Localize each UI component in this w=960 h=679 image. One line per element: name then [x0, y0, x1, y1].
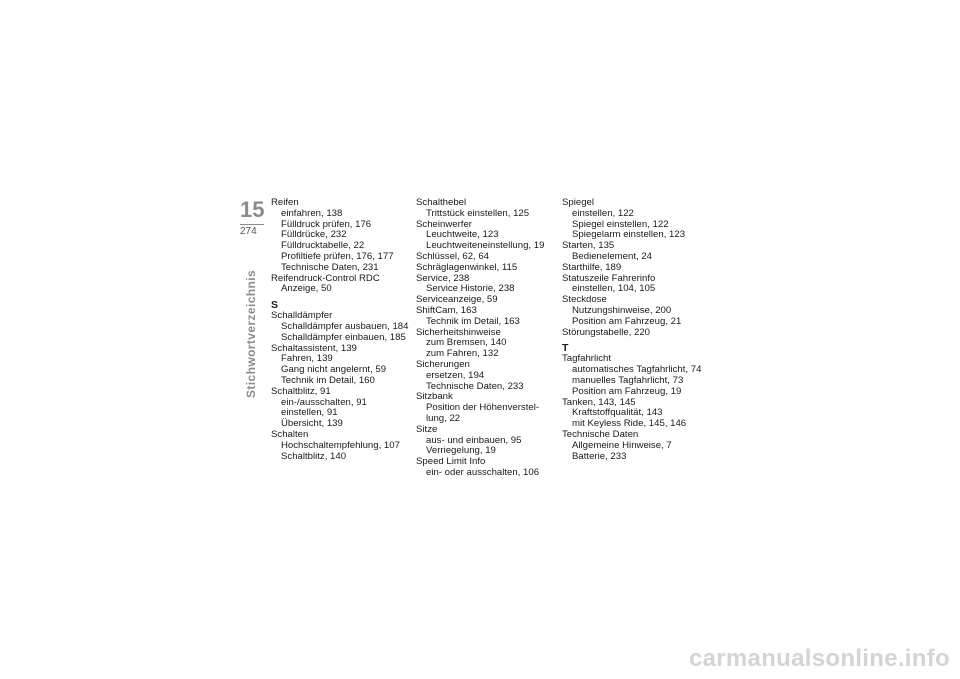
index-entry	[562, 295, 704, 327]
index-term: Schalthebel	[416, 197, 467, 208]
index-entry	[562, 274, 704, 296]
index-term: Schaltblitz, 91	[271, 385, 331, 397]
index-subentry: Fülldrucktabelle, 22	[281, 240, 365, 252]
index-subentry: Verriegelung, 19	[426, 445, 496, 457]
index-term: Scheinwerfer	[416, 218, 472, 230]
index-term: Schlüssel, 62, 64	[416, 250, 490, 262]
index-entry	[416, 263, 558, 274]
index-subentry: Technik im Detail, 160	[281, 374, 375, 386]
index-subentry: aus- und einbauen, 95	[426, 434, 522, 446]
index-term: Statuszeile Fahrerinfo	[562, 272, 656, 284]
index-subentry: mit Keyless Ride, 145, 146	[572, 418, 687, 430]
index-subentry: lung, 22	[426, 412, 461, 424]
index-entry	[416, 274, 558, 296]
index-subentry: Schaltblitz, 140	[281, 450, 347, 462]
index-entry	[416, 306, 558, 328]
index-subentry: Technische Daten, 231	[281, 261, 379, 273]
index-term: Sicherungen	[416, 358, 470, 370]
index-term: Schalten	[271, 428, 309, 440]
index-entry	[562, 263, 704, 274]
chapter-divider	[240, 224, 264, 225]
index-term: Tanken, 143, 145	[562, 396, 636, 408]
index-subentry: Nutzungshinweise, 200	[572, 304, 672, 316]
index-subentry: Bedienelement, 24	[572, 250, 653, 262]
index-subentry: Gang nicht angelernt, 59	[281, 364, 387, 376]
page-number: 274	[240, 226, 257, 237]
index-subentry: Schalldämpfer ausbauen, 184	[281, 320, 409, 332]
index-term: Starthilfe, 189	[562, 261, 622, 273]
index-subentry: Fülldruck prüfen, 176	[281, 218, 372, 230]
index-subentry: automatisches Tagfahrlicht, 74	[572, 364, 702, 376]
index-entry	[271, 311, 413, 343]
index-subentry: ein-/ausschalten, 91	[281, 396, 367, 408]
index-term: Reifendruck-Control RDC	[271, 272, 380, 284]
index-subentry: Hochschaltempfehlung, 107	[281, 439, 400, 451]
index-entry	[271, 430, 413, 462]
index-subentry: Trittstück einstellen, 125	[426, 207, 530, 219]
index-subentry: Übersicht, 139	[281, 418, 343, 430]
index-term: Spiegel	[562, 197, 595, 208]
index-subentry: Profiltiefe prüfen, 176, 177	[281, 250, 394, 262]
index-entry	[271, 387, 413, 430]
index-subentry: manuelles Tagfahrlicht, 73	[572, 374, 684, 386]
index-term: Technische Daten	[562, 428, 639, 440]
index-subentry: Fahren, 139	[281, 353, 333, 365]
index-subentry: zum Fahren, 132	[426, 348, 499, 360]
index-entry	[562, 398, 704, 430]
index-entry	[271, 274, 413, 296]
index-subentry: Technik im Detail, 163	[426, 315, 520, 327]
index-entry	[562, 430, 704, 462]
index-subentry: Fülldrücke, 232	[281, 229, 347, 241]
index-term: Störungstabelle, 220	[562, 326, 651, 338]
index-subentry: Allgemeine Hinweise, 7	[572, 439, 672, 451]
index-entry	[416, 198, 558, 220]
index-term: Sicherheitshinweise	[416, 326, 501, 338]
index-subentry: Kraftstoffqualität, 143	[572, 407, 663, 419]
index-letter-heading: S	[271, 299, 279, 312]
index-entry	[416, 220, 558, 252]
index-subentry: Spiegel einstellen, 122	[572, 218, 669, 230]
index-subentry: ersetzen, 194	[426, 369, 485, 381]
index-term: Reifen	[271, 197, 299, 208]
index-subentry: Position der Höhenverstel-	[426, 402, 540, 414]
index-letter-heading: T	[562, 342, 569, 355]
index-entry	[271, 344, 413, 387]
index-entry	[271, 198, 413, 274]
index-column-1	[271, 198, 413, 462]
index-entry	[562, 328, 704, 339]
index-subentry: einfahren, 138	[281, 207, 343, 219]
index-term: Tagfahrlicht	[562, 353, 612, 365]
index-entry	[562, 241, 704, 263]
index-subentry: einstellen, 91	[281, 407, 338, 419]
index-subentry: Anzeige, 50	[281, 283, 332, 295]
index-term: ShiftCam, 163	[416, 304, 477, 316]
index-subentry: Batterie, 233	[572, 450, 627, 462]
index-subentry: Technische Daten, 233	[426, 380, 524, 392]
watermark: carmanualsonline.info	[688, 645, 950, 672]
index-term: Sitzbank	[416, 391, 453, 403]
index-subentry: ein- oder ausschalten, 106	[426, 466, 540, 478]
index-entry	[562, 198, 704, 241]
index-term: Schalldämpfer	[271, 310, 333, 322]
section-title-vertical: Stichwortverzeichnis	[244, 269, 258, 398]
index-entry	[416, 457, 558, 479]
index-entry	[416, 392, 558, 424]
index-term: Serviceanzeige, 59	[416, 294, 498, 306]
index-entry	[562, 354, 704, 397]
index-subentry: Position am Fahrzeug, 19	[572, 385, 682, 397]
index-term: Steckdose	[562, 294, 607, 306]
index-entry	[416, 360, 558, 392]
index-subentry: Spiegelarm einstellen, 123	[572, 229, 686, 241]
index-subentry: Service Historie, 238	[426, 283, 515, 295]
index-subentry: Position am Fahrzeug, 21	[572, 315, 682, 327]
index-term: Service, 238	[416, 272, 470, 284]
index-term: Schaltassistent, 139	[271, 342, 357, 354]
index-entry	[416, 425, 558, 457]
index-subentry: zum Bremsen, 140	[426, 337, 507, 349]
index-term: Starten, 135	[562, 240, 615, 252]
index-column-2	[416, 198, 558, 479]
index-subentry: einstellen, 104, 105	[572, 283, 656, 295]
chapter-number: 15	[240, 197, 265, 222]
index-term: Speed Limit Info	[416, 456, 486, 468]
index-subentry: Leuchtweiteneinstellung, 19	[426, 240, 545, 252]
index-subentry: Schalldämpfer einbauen, 185	[281, 331, 406, 343]
index-subentry: Leuchtweite, 123	[426, 229, 499, 241]
index-term: Sitze	[416, 423, 438, 435]
index-term: Schräglagenwinkel, 115	[416, 261, 518, 273]
index-entry	[416, 328, 558, 360]
index-column-3	[562, 198, 704, 462]
index-subentry: einstellen, 122	[572, 207, 634, 219]
